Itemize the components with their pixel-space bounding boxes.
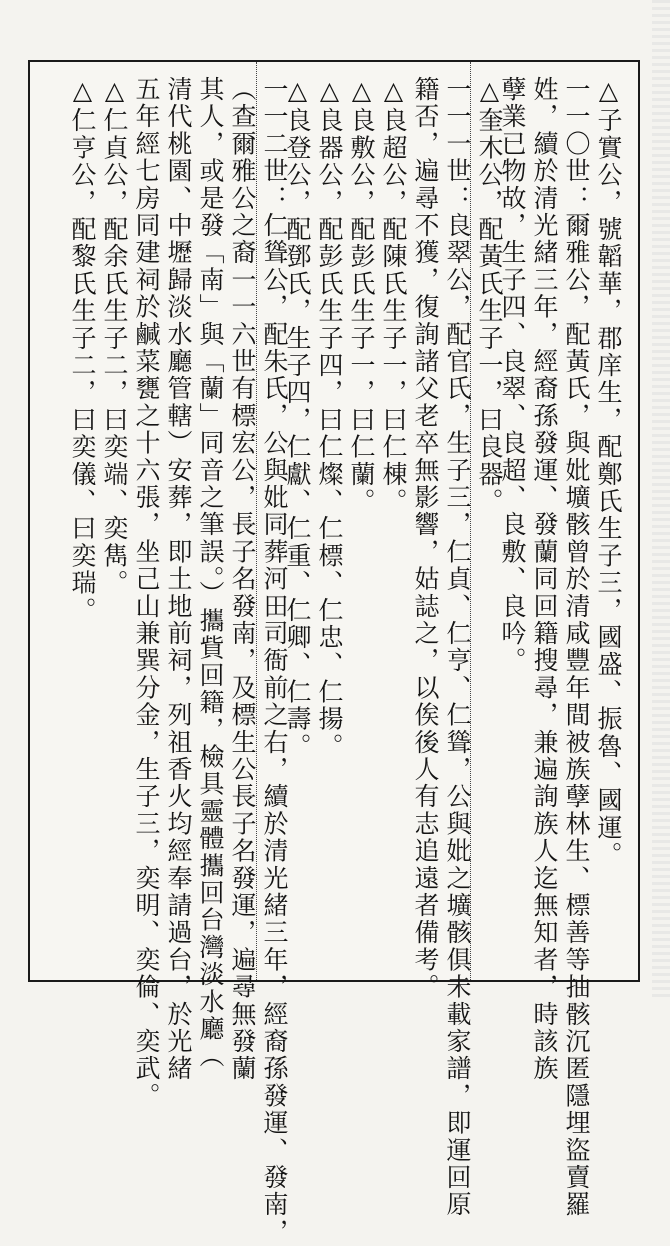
text-column-14: 其人，或是發「南」與「蘭」同音之筆誤。）攜貲回籍，檢具靈體攜回台灣淡水廳（ (196, 76, 225, 1070)
text-column-10: △良器公，配彭氏生子四，曰仁燦、仁標、仁忠、仁揚。 (315, 76, 344, 760)
text-column-4: 孽業已物故，生子四、良翠、良超、良敷、良吟。 (498, 76, 527, 675)
text-column-3: 姓，續於清光緒三年，經裔孫發運、發蘭同回籍搜尋，兼遍詢族人迄無知者，時該族 (530, 76, 559, 1083)
text-column-1: △子實公，號韜華，郡庠生，配鄭氏生子三，國盛、振魯、國運。 (594, 76, 623, 869)
text-column-2: 一一〇世：爾雅公，配黃氏，與妣壙骸曾於清咸豐年間被族孽林生、標善等抽骸沉匿隱埋盜賣羅 (562, 76, 591, 1219)
text-column-13: （查爾雅公之裔一一六世有標宏公，長子名發南，及標生公長子名發運，遍尋無發蘭 (228, 76, 257, 1083)
page-frame (28, 60, 640, 1246)
text-column-8: △良超公，配陳氏生子一，曰仁棟。 (379, 76, 408, 516)
text-column-15: 清代桃園、中壢歸淡水廳管轄）安葬，即土地前祠，列祖香火均經奉請過台，於光緒 (164, 76, 193, 1083)
text-column-16: 五年經七房同建祠於鹹菜甕之十六張，坐己山兼巽分金，生子三，奕明、奕倫、奕武。 (132, 76, 161, 1110)
text-column-9: △良敷公，配彭氏生子一，曰仁蘭。 (347, 76, 376, 516)
text-column-6: 一一一世：良翠公，配官氏，生子三，仁貞、仁亨、仁聳，公與妣之壙骸俱未載家譜，即運回原 (443, 76, 472, 1219)
text-column-17: △仁貞公，配余氏生子二，曰奕端、奕雋。 (100, 76, 129, 597)
text-column-12: 一一二世：仁聳公，配朱氏，公與妣同葬河田司衙前之右，續於清光緒三年，經裔孫發運、發南， (260, 76, 289, 1246)
text-column-5: △奎木公，配黃氏生子一，曰良器。 (475, 76, 504, 516)
text-column-18: △仁亨公，配黎氏生子二，曰奕儀、曰奕瑞。 (68, 76, 97, 624)
text-column-11: △良登公，配鄧氏，生子四，仁獻、仁重、仁卿、仁壽。 (283, 76, 312, 760)
page-edge-texture (652, 0, 670, 1000)
text-column-7: 籍否，遍尋不獲，復詢諸父老卒無影響，姑誌之，以俟後人有志追遠者備考。 (411, 76, 440, 1001)
